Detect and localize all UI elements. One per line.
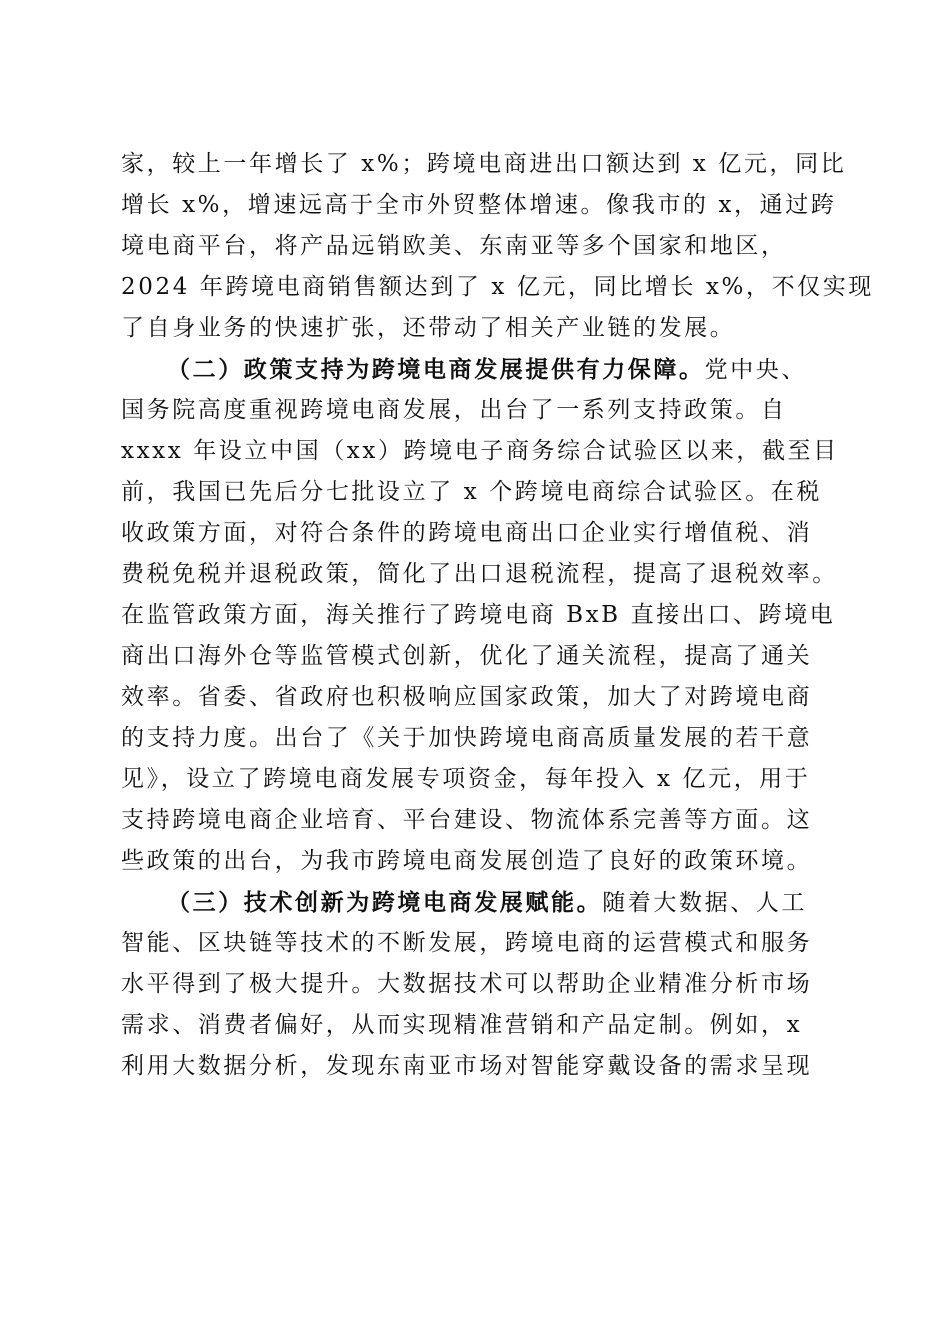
text-fragment: 随着大数据、人工 [602, 890, 808, 916]
text-line: 利用大数据分析，发现东南亚市场对智能穿戴设备的需求呈现 [121, 1053, 813, 1079]
text-line: 了自身业务的快速扩张，还带动了相关产业链的发展。 [121, 315, 736, 341]
text-line: 支持跨境电商企业培育、平台建设、物流体系完善等方面。这 [121, 807, 813, 833]
text-line: 收政策方面，对符合条件的跨境电商出口企业实行增值税、消 [121, 520, 813, 546]
text-line: 需求、消费者偏好，从而实现精准营销和产品定制。例如，x [121, 1012, 803, 1038]
text-line: 境电商平台，将产品远销欧美、东南亚等多个国家和地区， [121, 233, 787, 259]
text-line: 些政策的出台，为我市跨境电商发展创造了良好的政策环境。 [121, 848, 813, 874]
text-line: 2024 年跨境电商销售额达到了 x 亿元，同比增长 x%，不仅实现 [121, 274, 874, 300]
text-line: 效率。省委、省政府也积极响应国家政策，加大了对跨境电商 [121, 684, 813, 710]
text-line: 在监管政策方面，海关推行了跨境电商 BxB 直接出口、跨境电 [121, 602, 836, 628]
text-line: 水平得到了极大提升。大数据技术可以帮助企业精准分析市场 [121, 971, 813, 997]
body-text [121, 144, 874, 1087]
text-line: 费税免税并退税政策，简化了出口退税流程，提高了退税效率。 [121, 561, 838, 587]
paragraph-1 [121, 144, 874, 349]
text-line: 增长 x%，增速远高于全市外贸整体增速。像我市的 x，通过跨 [121, 192, 837, 218]
text-line: 前，我国已先后分七批设立了 x 个跨境电商综合试验区。在税 [121, 479, 822, 505]
paragraph-2 [121, 349, 839, 882]
text-line: 见》，设立了跨境电商发展专项资金，每年投入 x 亿元，用于 [121, 766, 811, 792]
text-line: 智能、区块链等技术的不断发展，跨境电商的运营模式和服务 [121, 930, 813, 956]
text-fragment: 党中央、 [704, 357, 808, 383]
text-line: 国务院高度重视跨境电商发展，出台了一系列支持政策。自 [121, 397, 787, 423]
text-line: 的支持力度。出台了《关于加快跨境电商高质量发展的若干意 [121, 725, 813, 751]
text-line: 家，较上一年增长了 x%；跨境电商进出口额达到 x 亿元，同比 [121, 151, 847, 177]
paragraph-first-line [121, 349, 831, 390]
paragraph-first-line [121, 882, 831, 923]
section-heading: （二）政策支持为跨境电商发展提供有力保障。 [167, 356, 705, 383]
section-heading: （三）技术创新为跨境电商发展赋能。 [167, 889, 603, 916]
paragraph-3 [121, 882, 831, 1087]
text-line: xxxx 年设立中国（xx）跨境电子商务综合试验区以来，截至目 [121, 438, 839, 464]
text-line: 商出口海外仓等监管模式创新，优化了通关流程，提高了通关 [121, 643, 813, 669]
